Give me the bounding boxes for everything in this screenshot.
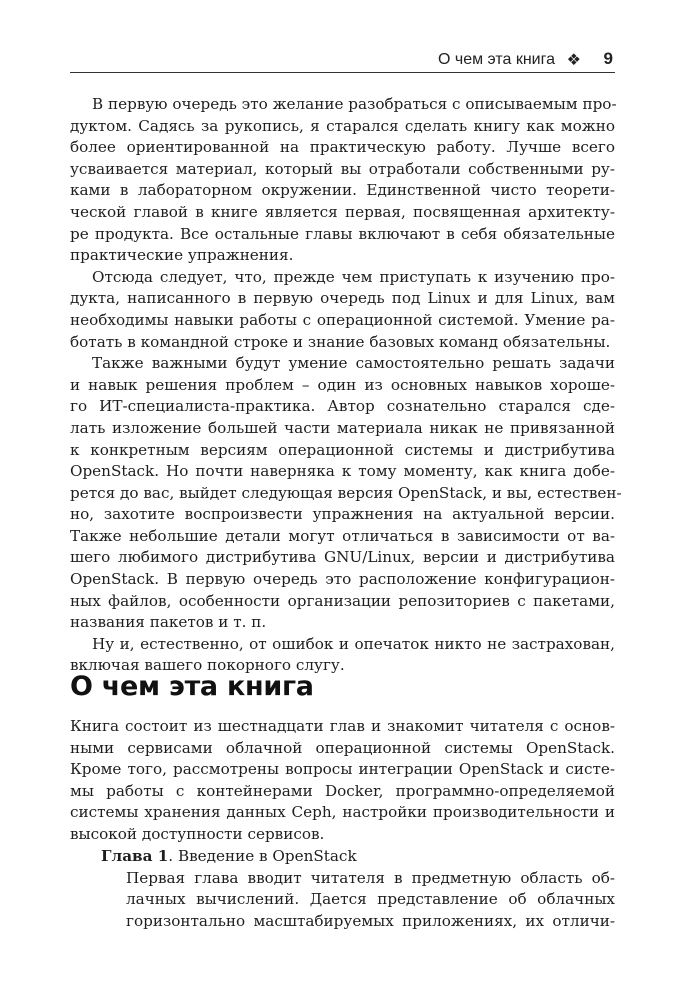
chapter-heading — [101, 846, 615, 868]
text-line: дукта, написанного в первую очередь под Linux и для Linux, вам — [70, 289, 615, 308]
chapter-entry — [101, 846, 615, 932]
text-line: горизонтально масштабируемых приложениях, их отличи- — [126, 911, 615, 930]
text-line: и навык решения проблем – один из основных навыков хороше- — [70, 375, 615, 394]
text-line: ческой главой в книге является первая, посвященная архитекту- — [70, 202, 615, 221]
running-header — [70, 47, 615, 73]
text-line: практические упражнения. — [70, 246, 294, 265]
text-line: ных файлов, особенности организации репозиториев с пакетами, — [70, 591, 615, 610]
text-line: Также небольшие детали могут отличаться в зависимости от ва- — [70, 526, 615, 545]
text-line: более ориентированной на практическую работу. Лучше всего — [70, 138, 615, 157]
paragraph-1 — [70, 94, 615, 267]
text-line: необходимы навыки работы с операционной системой. Умение ра- — [70, 310, 615, 329]
text-line: мы работы с контейнерами Docker, программно-определяемой — [70, 781, 615, 800]
text-line: го ИТ-специалиста-практика. Автор сознательно старался сде- — [70, 397, 615, 416]
text-line: шего любимого дистрибутива GNU/Linux, версии и дистрибутива — [70, 548, 615, 567]
chapter-description — [126, 868, 615, 933]
page-number: 9 — [603, 49, 613, 68]
paragraph-3 — [70, 353, 622, 634]
text-line: OpenStack. В первую очередь это расположение конфигурацион- — [70, 570, 615, 589]
text-line: Также важными будут умение самостоятельно решать задачи — [92, 354, 615, 373]
text-line: Кроме того, рассмотрены вопросы интеграции OpenStack и систе- — [70, 760, 615, 779]
section-intro — [70, 716, 615, 846]
text-line: дуктом. Садясь за рукопись, я старался сделать книгу как можно — [70, 116, 615, 135]
text-line: Отсюда следует, что, прежде чем приступать к изучению про- — [92, 267, 615, 286]
ornament-icon: ❖ — [566, 52, 581, 69]
text-line: ре продукта. Все остальные главы включают в себя обязательные — [70, 224, 615, 243]
body-text — [70, 94, 622, 677]
text-line: названия пакетов и т. п. — [70, 613, 267, 632]
text-line: ботать в командной строке и знание базовых команд обязательны. — [70, 332, 611, 351]
text-line: усваивается материал, который вы отработали собственными ру- — [70, 159, 615, 178]
chapter-label: Глава 1 — [101, 847, 169, 865]
header-rule — [70, 72, 615, 73]
text-line: лать изложение большей части материала никак не привязанной — [70, 418, 615, 437]
text-line: к конкретным версиям операционной системы и дистрибутива — [70, 440, 615, 459]
text-line: но, захотите воспроизвести упражнения на актуальной версии. — [70, 505, 615, 524]
text-line: ками в лабораторном окружении. Единственной чисто теорети- — [70, 181, 615, 200]
text-line: Ну и, естественно, от ошибок и опечаток никто не застрахован, — [92, 634, 615, 653]
text-line: высокой доступности сервисов. — [70, 824, 325, 843]
text-line: OpenStack. Но почти наверняка к тому моменту, как книга добе- — [70, 462, 615, 481]
text-line: системы хранения данных Ceph, настройки производительности и — [70, 803, 615, 822]
text-line: Первая глава вводит читателя в предметную область об- — [126, 868, 615, 887]
text-line: лачных вычислений. Дается представление об облачных — [126, 890, 615, 909]
section-heading: О чем эта книга — [70, 671, 314, 702]
text-line: В первую очередь это желание разобраться с описываемым про- — [92, 95, 617, 113]
running-header-title: О чем эта книга — [437, 51, 555, 68]
text-line: включая вашего покорного слугу. — [70, 656, 345, 675]
text-line: Книга состоит из шестнадцати глав и знакомит читателя с основ- — [70, 717, 615, 735]
text-line: рется до вас, выйдет следующая версия OpenStack, и вы, естествен- — [70, 483, 622, 502]
chapter-title: . Введение в OpenStack — [168, 847, 357, 865]
text-line: ными сервисами облачной операционной системы OpenStack. — [70, 738, 615, 757]
paragraph-2 — [70, 267, 615, 353]
